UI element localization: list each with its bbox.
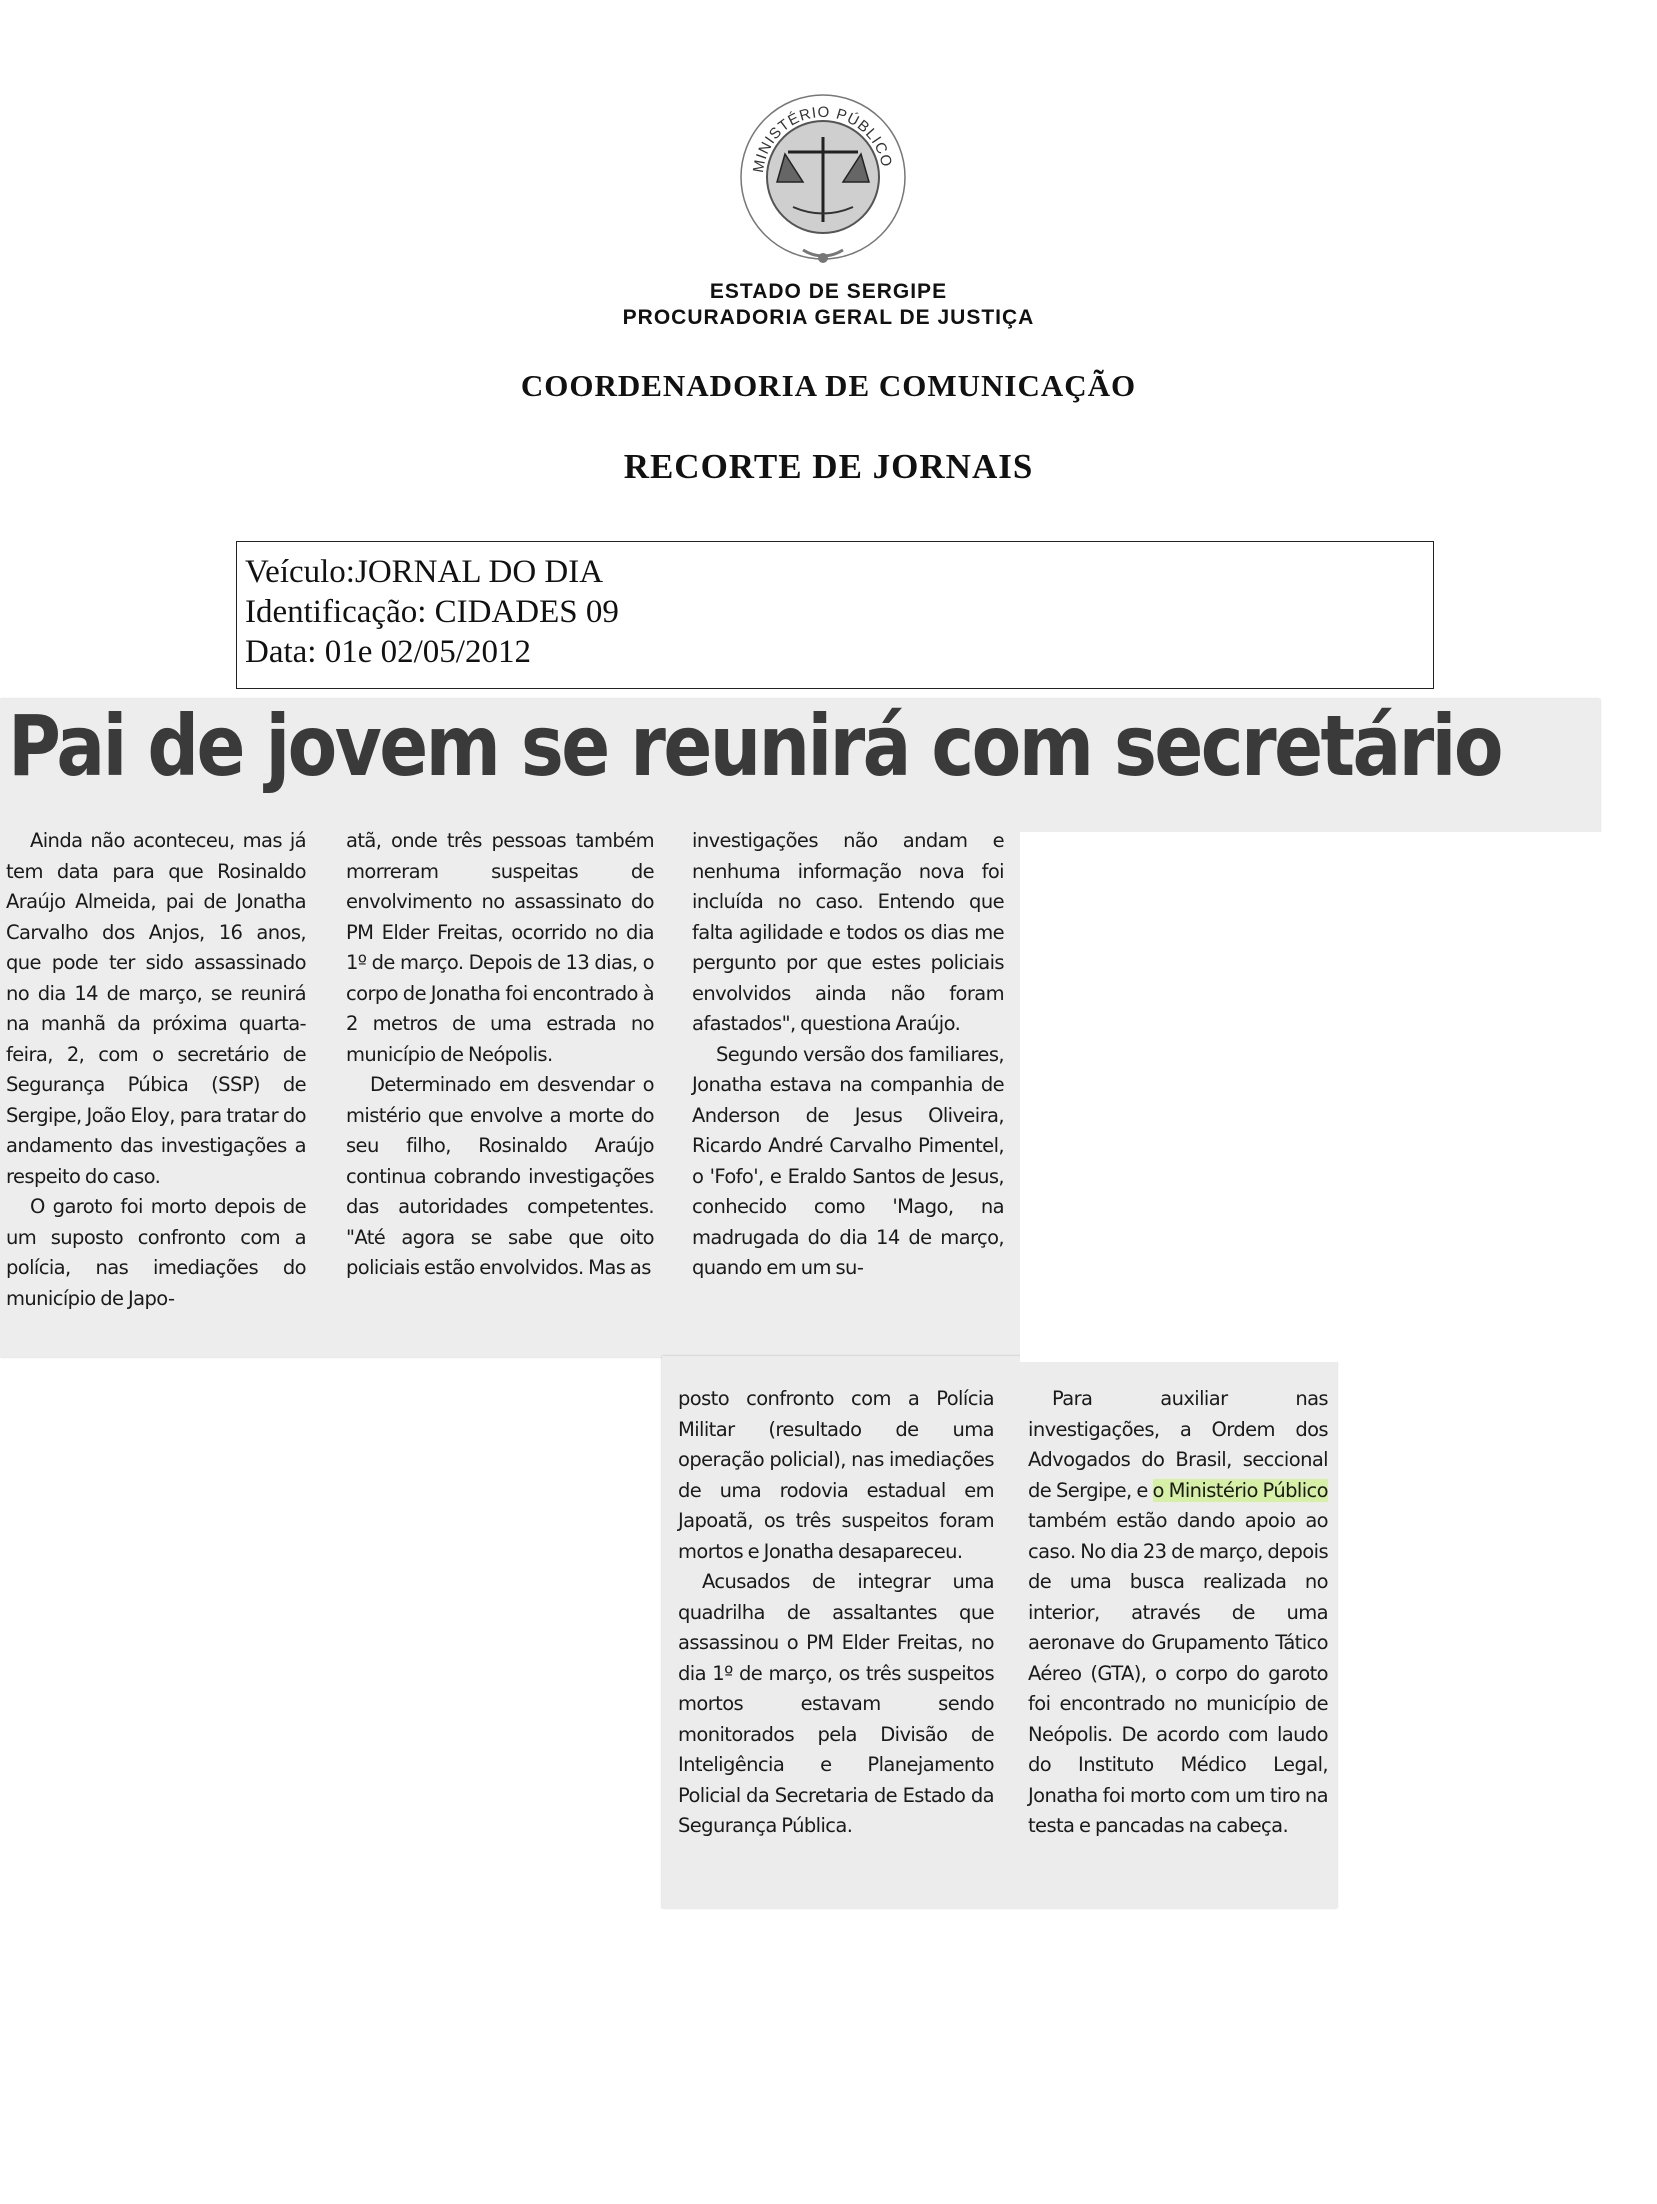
column-paragraph: O garoto foi morto depois de um suposto confronto com a polícia, nas imediações do município de Japo- [6,1195,306,1310]
article-column-5 [1028,1384,1328,1842]
state-name: ESTADO DE SERGIPE [709,280,948,303]
column-paragraph: Determinado em desvendar o mistério que envolve a morte do seu filho, Rosinaldo Araújo continua cobrando investigações das autoridades competentes. "Até agora se sabe que oito policiais estão envolvidos. Mas as [346,1073,654,1279]
article-column-2 [346,826,654,1284]
article-column-1 [6,826,306,1314]
identificacao-line: Identificação: CIDADES 09 [245,594,619,630]
seal-ring-text: MINISTÉRIO PÚBLICO [749,103,896,174]
organization-name: PROCURADORIA GERAL DE JUSTIÇA [622,306,1035,329]
paragraph-text: também estão dando apoio ao caso. No dia 23 de março, depois de uma busca realizada no interior, através de uma aeronave do Grupamento Tático Aéreo (GTA), o corpo do garoto foi encontrado no município de Neópolis. De acordo com laudo do Instituto Médico Legal, Jonatha foi morto com um tiro na testa e pancadas na cabeça. [1028,1509,1328,1837]
article-column-3 [692,826,1004,1284]
column-paragraph: posto confronto com a Polícia Militar (resultado de uma operação policial), nas imediações de uma rodovia estadual em Japoatã, os três suspeitos foram mortos e Jonatha desapareceu. [678,1387,994,1563]
paragraph-text: Para auxiliar nas investigações, a Ordem dos Advogados do Brasil, seccional de Sergipe, e [1028,1387,1328,1502]
article-column-4 [678,1384,994,1842]
highlighted-text: o Ministério Público [1152,1478,1328,1502]
ministerio-publico-seal-icon [733,82,913,272]
data-line: Data: 01e 02/05/2012 [245,634,531,670]
article-headline: Pai de jovem se reunirá com secretário [8,697,1501,795]
column-paragraph: atã, onde três pessoas também morreram suspeitas de envolvimento no assassinato do PM Elder Freitas, ocorrido no dia 1º de março. Depois de 13 dias, o corpo de Jonatha foi encontrado à 2 metros de uma estrada no município de Neópolis. [346,829,654,1066]
blank-area [1020,832,1657,1362]
column-paragraph [1028,1384,1328,1842]
column-paragraph: Ainda não aconteceu, mas já tem data para que Rosinaldo Araújo Almeida, pai de Jonatha Carvalho dos Anjos, 16 anos, que pode ter sido assassinado no dia 14 de março, se reunirá na manhã da próxima quarta-feira, 2, com o secretário de Segurança Púbica (SSP) de Sergipe, João Eloy, para tratar do andamento das investigações a respeito do caso. [6,829,306,1188]
clipping-info-box [236,541,1434,689]
column-paragraph: investigações não andam e nenhuma informação nova foi incluída no caso. Entendo que falta agilidade e todos os dias me pergunto por que estes policiais envolvidos ainda não foram afastados", questiona Araújo. [692,829,1004,1035]
column-paragraph: Acusados de integrar uma quadrilha de assaltantes que assassinou o PM Elder Freitas, no dia 1º de março, os três suspeitos mortos estavam sendo monitorados pela Divisão de Inteligência e Planejamento Policial da Secretaria de Estado da Segurança Pública. [678,1570,994,1837]
veiculo-line: Veículo:JORNAL DO DIA [245,554,604,590]
page-title: RECORTE DE JORNAIS [623,447,1034,486]
column-paragraph: Segundo versão dos familiares, Jonatha estava na companhia de Anderson de Jesus Oliveira, Ricardo André Carvalho Pimentel, o 'Fofo', e Eraldo Santos de Jesus, conhecido como 'Mago, na madrugada do dia 14 de março, quando em um su- [692,1042,1004,1279]
department-title: COORDENADORIA DE COMUNICAÇÃO [520,368,1137,403]
